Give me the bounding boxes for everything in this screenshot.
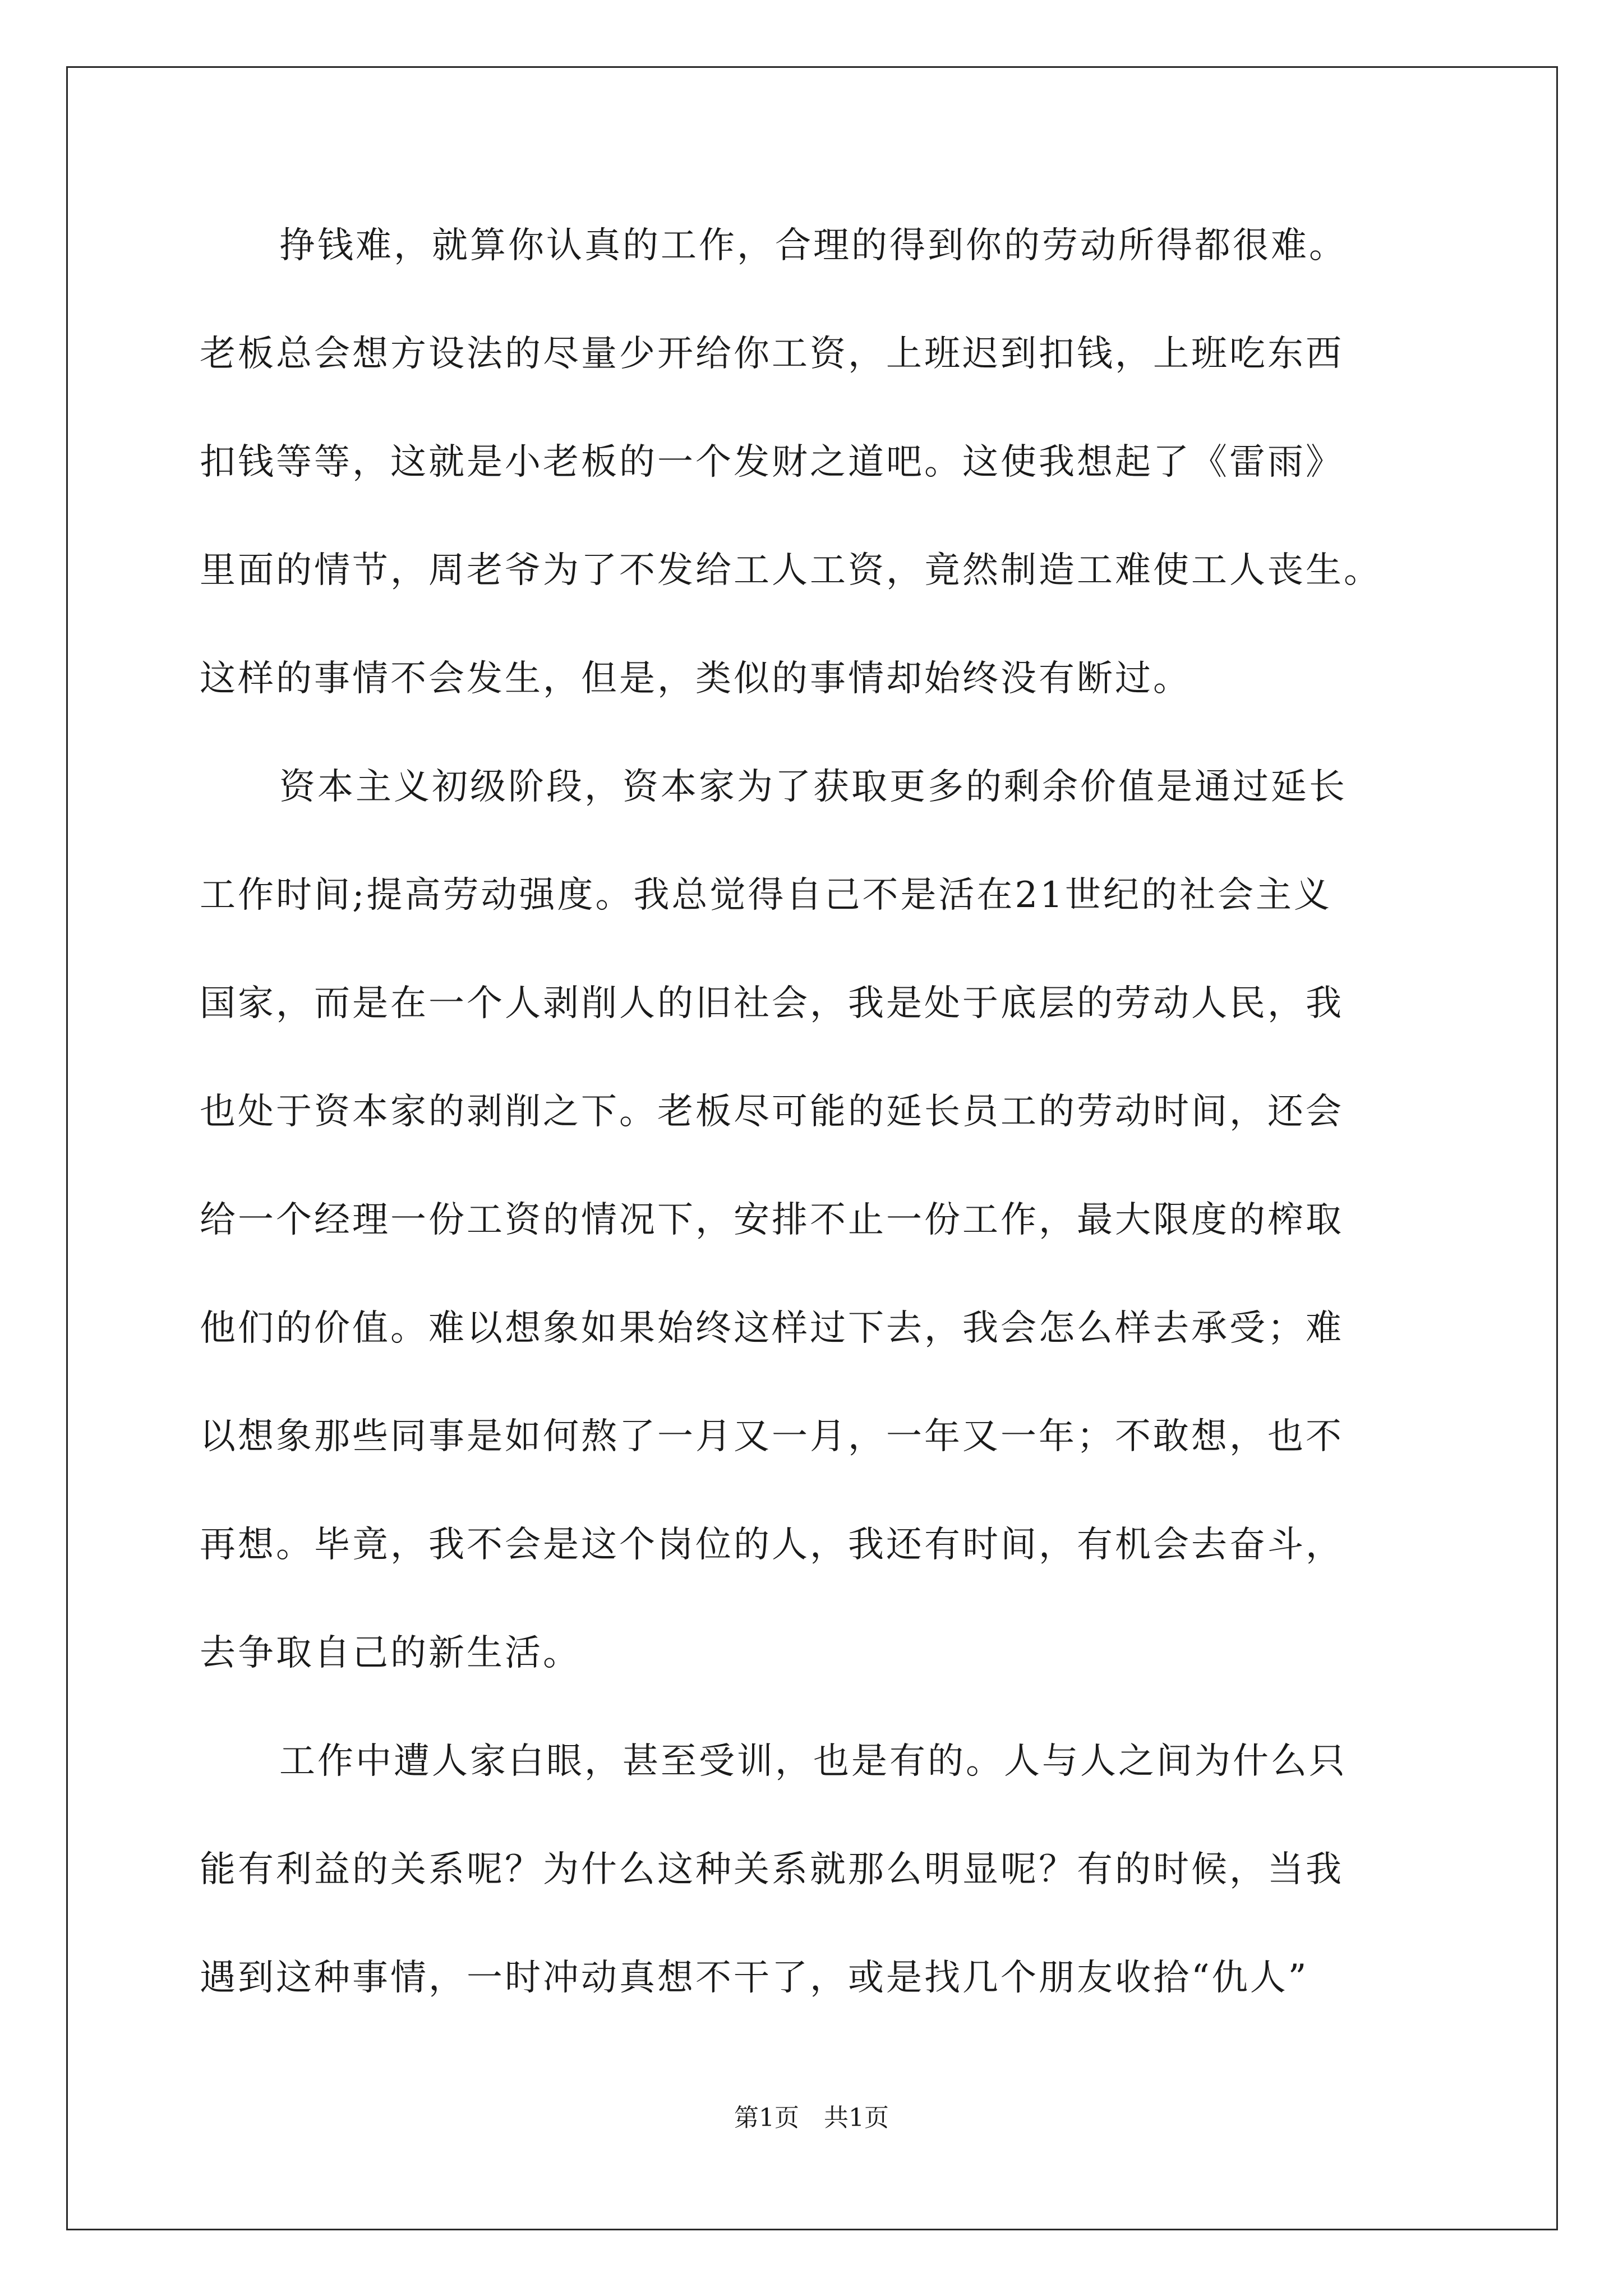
paragraph-2-line-5: 给一个经理一份工资的情况下，安排不止一份工作，最大限度的榨取 xyxy=(200,1199,1344,1241)
paragraph-1-line-5: 这样的事情不会发生，但是，类似的事情却始终没有断过。 xyxy=(200,658,1191,700)
paragraph-2-line-3: 国家，而是在一个人剥削人的旧社会，我是处于底层的劳动人民，我 xyxy=(200,983,1344,1024)
paragraph-2-line-9: 去争取自己的新生活。 xyxy=(200,1632,581,1674)
paragraph-2-line-1: 资本主义初级阶段，资本家为了获取更多的剩余价值是通过延长 xyxy=(279,766,1347,808)
paragraph-3-line-3: 遇到这种事情，一时冲动真想不干了，或是找几个朋友收拾“仇人” xyxy=(200,1957,1309,1999)
document-body xyxy=(200,212,1445,2053)
paragraph-3-line-2: 能有利益的关系呢？为什么这种关系就那么明显呢？有的时候，当我 xyxy=(200,1849,1344,1890)
paragraph-2-line-6: 他们的价值。难以想象如果始终这样过下去，我会怎么样去承受；难 xyxy=(200,1308,1344,1349)
paragraph-2-line-2: 工作时间;提高劳动强度。我总觉得自己不是活在21世纪的社会主义 xyxy=(200,875,1332,916)
paragraph-1-line-1: 挣钱难，就算你认真的工作，合理的得到你的劳动所得都很难。 xyxy=(279,225,1347,266)
paragraph-1-line-3: 扣钱等等，这就是小老板的一个发财之道吧。这使我想起了《雷雨》 xyxy=(200,441,1344,483)
paragraph-2-line-4: 也处于资本家的剥削之下。老板尽可能的延长员工的劳动时间，还会 xyxy=(200,1091,1344,1133)
paragraph-2-line-7: 以想象那些同事是如何熬了一月又一月，一年又一年；不敢想，也不 xyxy=(200,1416,1344,1457)
paragraph-1-line-2: 老板总会想方设法的尽量少开给你工资，上班迟到扣钱，上班吃东西 xyxy=(200,333,1344,375)
paragraph-2-line-8: 再想。毕竟，我不会是这个岗位的人，我还有时间，有机会去奋斗， xyxy=(200,1524,1344,1566)
page-number-footer: 第1页 共1页 xyxy=(734,2104,889,2132)
paragraph-1-line-4: 里面的情节，周老爷为了不发给工人工资，竟然制造工难使工人丧生。 xyxy=(200,550,1382,591)
paragraph-3-line-1: 工作中遭人家白眼，甚至受训，也是有的。人与人之间为什么只 xyxy=(279,1741,1347,1782)
